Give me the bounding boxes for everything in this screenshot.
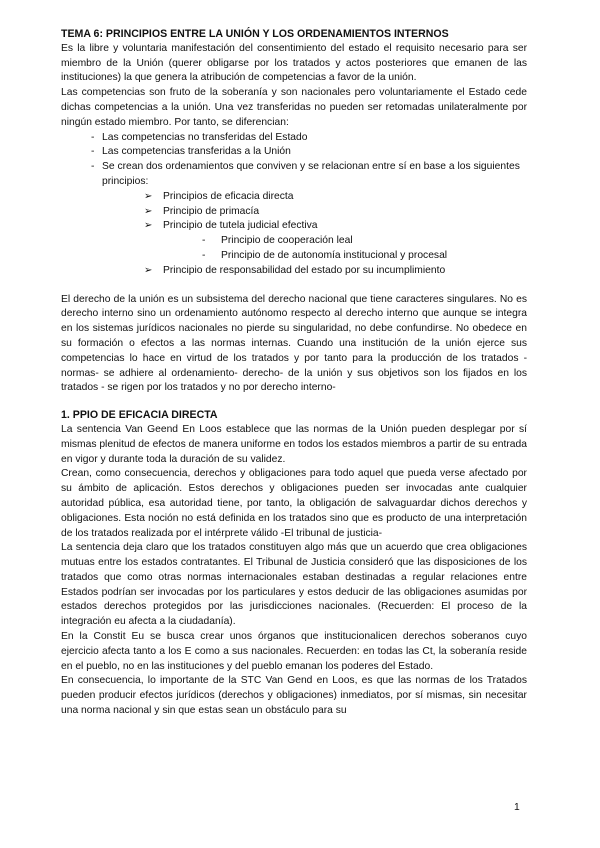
list-item: - Las competencias transferidas a la Unión: [61, 145, 527, 160]
paragraph-consecuencia: En consecuencia, lo importante de la STC Van Gend en Loos, es que las normas de los Tratados pueden producir efectos jurídicos (derechos y obligaciones) inmediatos, por sí mismas, sin necesitar una norma nacional y sin que estas sean un obstáculo para su: [61, 675, 527, 717]
list-item: ➢ Principio de responsabilidad del estado por su incumplimiento: [144, 264, 527, 279]
heading-tema-6: TEMA 6: PRINCIPIOS ENTRE LA UNIÓN Y LOS ORDENAMIENTOS INTERNOS: [61, 28, 449, 40]
page-number: 1: [514, 802, 520, 813]
paragraph-tratados: La sentencia deja claro que los tratados constituyen algo más que un acuerdo que crea obligaciones mutuas entre los estados contratantes. El Tribunal de Justicia consideró que las disposiciones de los tratados que como otras normas internacionales estaban destinadas a regular relaciones entre Estados podrían ser invocadas por los particulares y estos deducir de las obligaciones asumidas por estados derechos protegidos por las jurisdicciones nacionales. (Recuerden: El proceso de la integración eu afecta a la ciudadanía).: [61, 542, 527, 628]
list-item: - Principio de de autonomía institucional y procesal: [202, 249, 527, 264]
list-item: [144, 219, 527, 263]
list-subprincipios: [163, 234, 527, 264]
paragraph-derechos-obligaciones: Crean, como consecuencia, derechos y obligaciones para todo aquel que pueda verse afectado por su ámbito de aplicación. Estos derechos y obligaciones pueden ser invocadas ante cualquier autoridad pública, esa autoridad tiene, por tanto, la obligación de salvaguardar dichos derechos y obligaciones. Esta noción no está definida en los tratados sino que es producto de una interpretación de los tratados realizada por el intérprete válido -El tribunal de justicia-: [61, 468, 527, 539]
page-content: [61, 27, 527, 719]
list-competencias: [61, 131, 527, 279]
paragraph-van-geend: La sentencia Van Geend En Loos establece que las normas de la Unión pueden desplegar por sí mismas plenitud de efectos de manera uniforme en todos los estados miembros a partir de su entrada en vigor y durante toda la duración de su validez.: [61, 423, 527, 465]
list-principios: [102, 190, 527, 279]
list-item: - Principio de cooperación leal: [202, 234, 527, 249]
paragraph-subsistema: El derecho de la unión es un subsistema del derecho nacional que tiene caracteres singulares. No es derecho interno sino un ordenamiento autónomo respecto al derecho interno que aunque se integra en los sistemas jurídicos nacionales no pierde su singularidad, no debe confundirse. No obedece en su formación o efectos a las normas internas. Cuando una institución de la unión ejerce sus competencias lo hace en virtud de los tratados y por tanto para la producción de los tratados - normas- se adhiere al ordenamiento- derecho- de la unión y sus objetivos son los fijados en los tratados - se rigen por los tratados y no por derecho interno-: [61, 293, 527, 394]
paragraph-constitucion: En la Constit Eu se busca crear unos órganos que institucionalicen derechos soberanos cuyo ejercicio afecta tanto a los E como a sus nacionales. Recuerden: en todas las Ct, la soberanía reside en el pueblo, no en las instituciones y del pueblo emanan los poderes del Estado.: [61, 631, 527, 672]
list-item: [61, 160, 527, 278]
list-item: - Las competencias no transferidas del Estado: [61, 131, 527, 146]
list-item: ➢ Principio de primacía: [144, 205, 527, 220]
paragraph-consentimiento: Es la libre y voluntaria manifestación del consentimiento del estado el requisito necesario para ser miembro de la Unión (querer obligarse por los tratados y actos posteriores que emanen de las instituciones) la que genera la atribución de competencias a favor de la unión.: [61, 42, 527, 84]
spacer: [61, 279, 527, 293]
heading-eficacia-directa: 1. PPIO DE EFICACIA DIRECTA: [61, 409, 218, 422]
list-item: ➢ Principios de eficacia directa: [144, 190, 527, 205]
list-item-text: Principio de tutela judicial efectiva: [163, 220, 318, 232]
list-item-text: Se crean dos ordenamientos que conviven y se relacionan entre sí en base a los siguientes principios:: [102, 161, 520, 187]
paragraph-competencias: Las competencias son fruto de la soberanía y son nacionales pero voluntariamente el Estado cede dichas competencias a la unión. Una vez transferidas no pueden ser retomadas unilateralmente por ningún estado miembro. Por tanto, se diferencian:: [61, 87, 527, 128]
